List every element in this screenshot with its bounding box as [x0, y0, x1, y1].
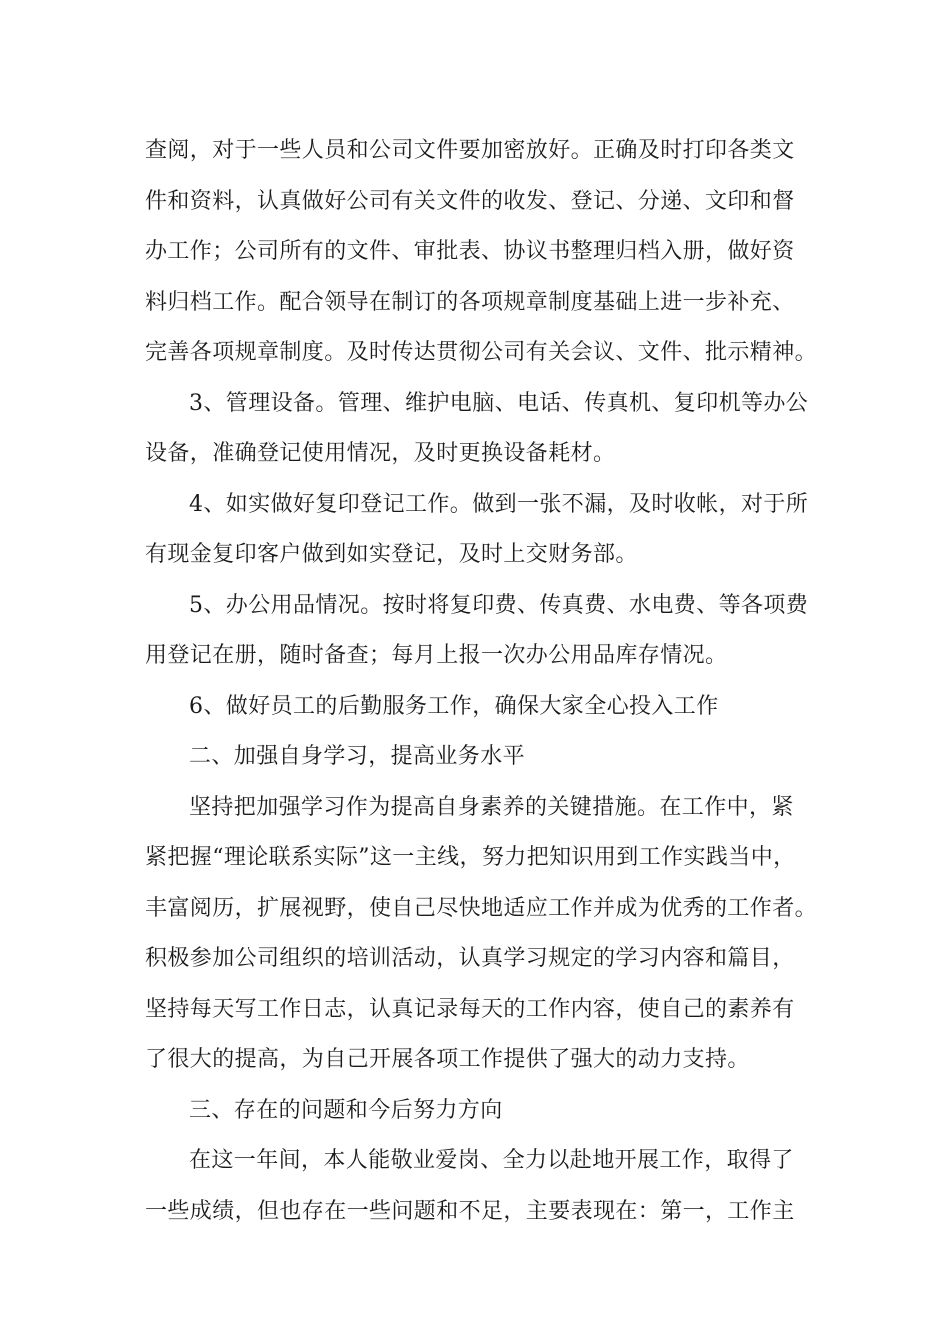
list-item-4: 4、如实做好复印登记工作。做到一张不漏，及时收帐，对于所: [189, 491, 809, 517]
text-line: 用登记在册，随时备查；每月上报一次办公用品库存情况。: [145, 643, 728, 668]
paragraph-start: 坚持把加强学习作为提高自身素养的关键措施。在工作中，紧: [189, 794, 794, 820]
list-item-3: 3、管理设备。管理、维护电脑、电话、传真机、复印机等办公: [189, 390, 809, 416]
list-item-5: 5、办公用品情况。按时将复印费、传真费、水电费、等各项费: [189, 592, 809, 618]
text-line: 件和资料，认真做好公司有关文件的收发、登记、分递、文印和督: [145, 188, 795, 214]
text-line: 设备，准确登记使用情况，及时更换设备耗材。: [145, 441, 616, 466]
text-line: 办工作；公司所有的文件、审批表、协议书整理归档入册，做好资: [145, 239, 795, 264]
text-line: 查阅，对于一些人员和公司文件要加密放好。正确及时打印各类文: [145, 138, 795, 163]
text-line: 紧把握“理论联系实际”这一主线，努力把知识用到工作实践当中，: [145, 845, 796, 870]
text-line: 坚持每天写工作日志，认真记录每天的工作内容，使自己的素养有: [145, 996, 795, 1022]
text-line: 一些成绩，但也存在一些问题和不足，主要表现在：第一，工作主: [145, 1198, 795, 1224]
text-line: 了很大的提高，为自己开展各项工作提供了强大的动力支持。: [145, 1047, 750, 1072]
document-body: [145, 126, 825, 1237]
section-heading-2: 二、加强自身学习，提高业务水平: [189, 744, 526, 769]
paragraph-start: 在这一年间，本人能敬业爱岗、全力以赴地开展工作，取得了: [189, 1148, 794, 1173]
text-line: 积极参加公司组织的培训活动，认真学习规定的学习内容和篇目，: [145, 946, 795, 971]
text-line: 完善各项规章制度。及时传达贯彻公司有关会议、文件、批示精神。: [145, 340, 818, 365]
text-line: 有现金复印客户做到如实登记，及时上交财务部。: [145, 542, 638, 567]
text-line: 料归档工作。配合领导在制订的各项规章制度基础上进一步补充、: [145, 289, 795, 315]
section-heading-3: 三、存在的问题和今后努力方向: [189, 1097, 503, 1123]
list-item-6: 6、做好员工的后勤服务工作，确保大家全心投入工作: [189, 693, 719, 719]
text-line: 丰富阅历，扩展视野，使自己尽快地适应工作并成为优秀的工作者。: [145, 895, 818, 921]
